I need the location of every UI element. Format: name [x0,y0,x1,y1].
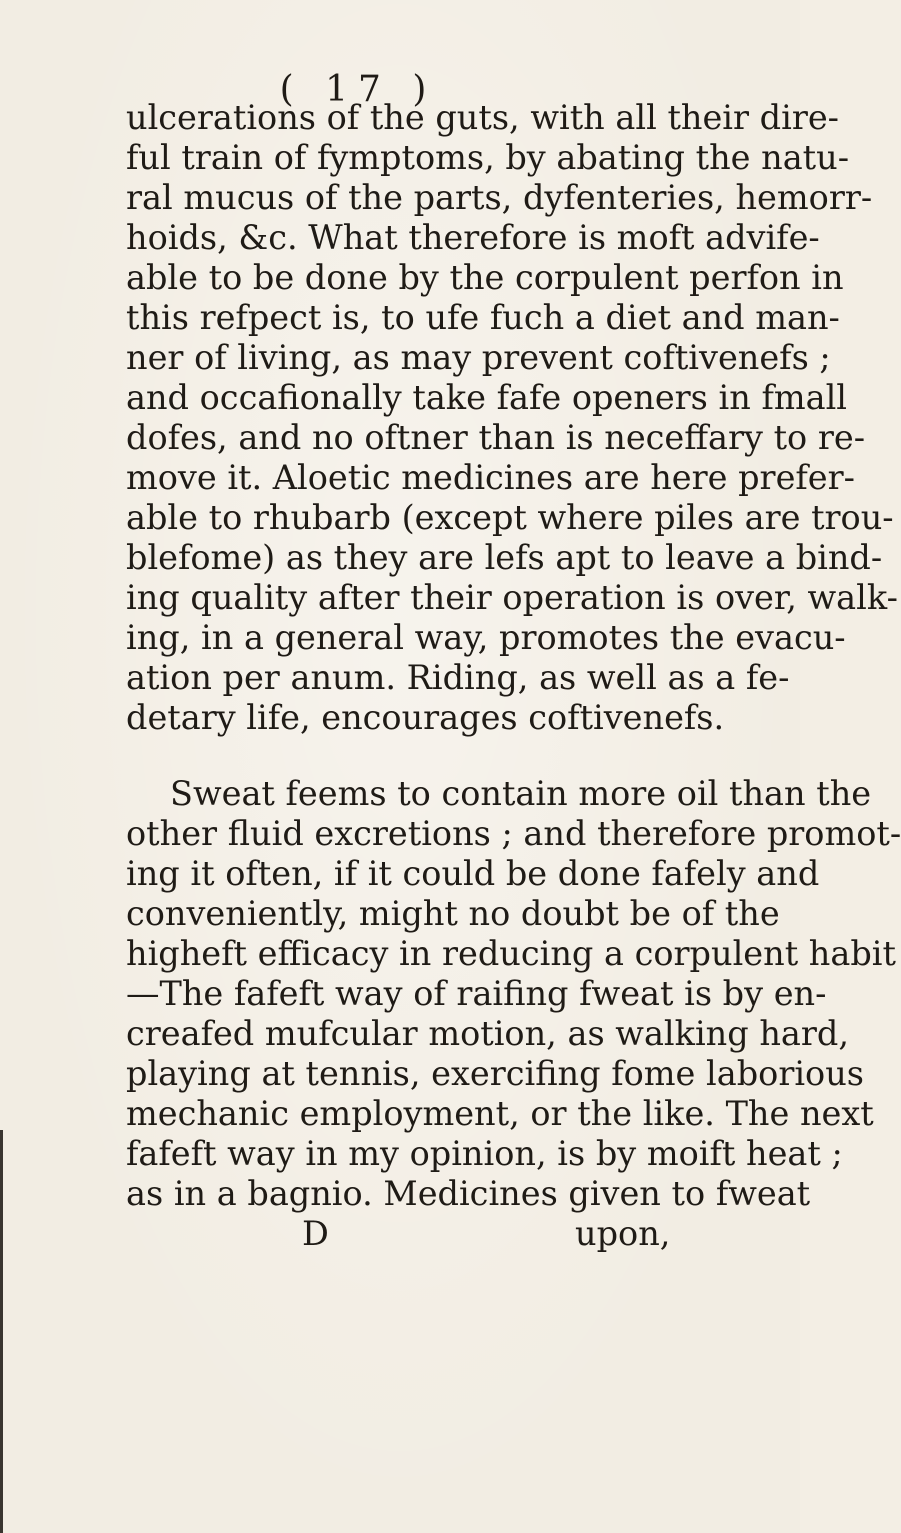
text-line: ing it often, if it could be done fafely and [126,854,820,893]
text-line: this refpect is, to ufe fuch a diet and man- [126,298,840,337]
text-line: able to rhubarb (except where piles are trou- [126,498,894,537]
text-line: conveniently, might no doubt be of the [126,894,780,933]
page-number: ( 17 ) [279,69,437,110]
text-line: move it. Aloetic medicines are here prefer- [126,458,855,497]
text-line: ing quality after their operation is over, walk- [126,578,898,617]
text-line: other fluid excretions ; and therefore promot- [126,814,901,853]
text-line: Sweat feems to contain more oil than the [170,774,872,813]
text-line: fafeft way in my opinion, is by moift heat ; [126,1134,843,1173]
text-line: ral mucus of the parts, dyfenteries, hemorr- [126,178,873,217]
text-line: ation per anum. Riding, as well as a fe- [126,658,790,697]
text-line: ulcerations of the guts, with all their dire- [126,98,840,137]
text-line: dofes, and no oftner than is neceffary to re- [126,418,866,457]
text-line: higheft efficacy in reducing a corpulent habit [126,934,896,973]
text-line: hoids, &c. What therefore is moft advife- [126,218,820,257]
text-line: playing at tennis, exercifing fome laborious [126,1054,864,1093]
signature-mark: D [302,1214,329,1253]
text-line: ful train of fymptoms, by abating the natu- [126,138,850,177]
text-line: able to be done by the corpulent perfon in [126,258,844,297]
text-line: blefome) as they are lefs apt to leave a bind- [126,538,883,577]
page-edge-shadow [0,1130,3,1533]
text-line: as in a bagnio. Medicines given to fweat [126,1174,811,1213]
text-line: detary life, encourages coftivenefs. [126,698,725,737]
text-line: creafed mufcular motion, as walking hard, [126,1014,849,1053]
text-line: —The fafeft way of raifing fweat is by en- [126,974,827,1013]
text-line: mechanic employment, or the like. The next [126,1094,874,1133]
text-line: ner of living, as may prevent coftivenefs ; [126,338,831,377]
catchword: upon, [575,1214,671,1253]
text-line: and occafionally take fafe openers in fmall [126,378,848,417]
text-line: ing, in a general way, promotes the evacu- [126,618,846,657]
